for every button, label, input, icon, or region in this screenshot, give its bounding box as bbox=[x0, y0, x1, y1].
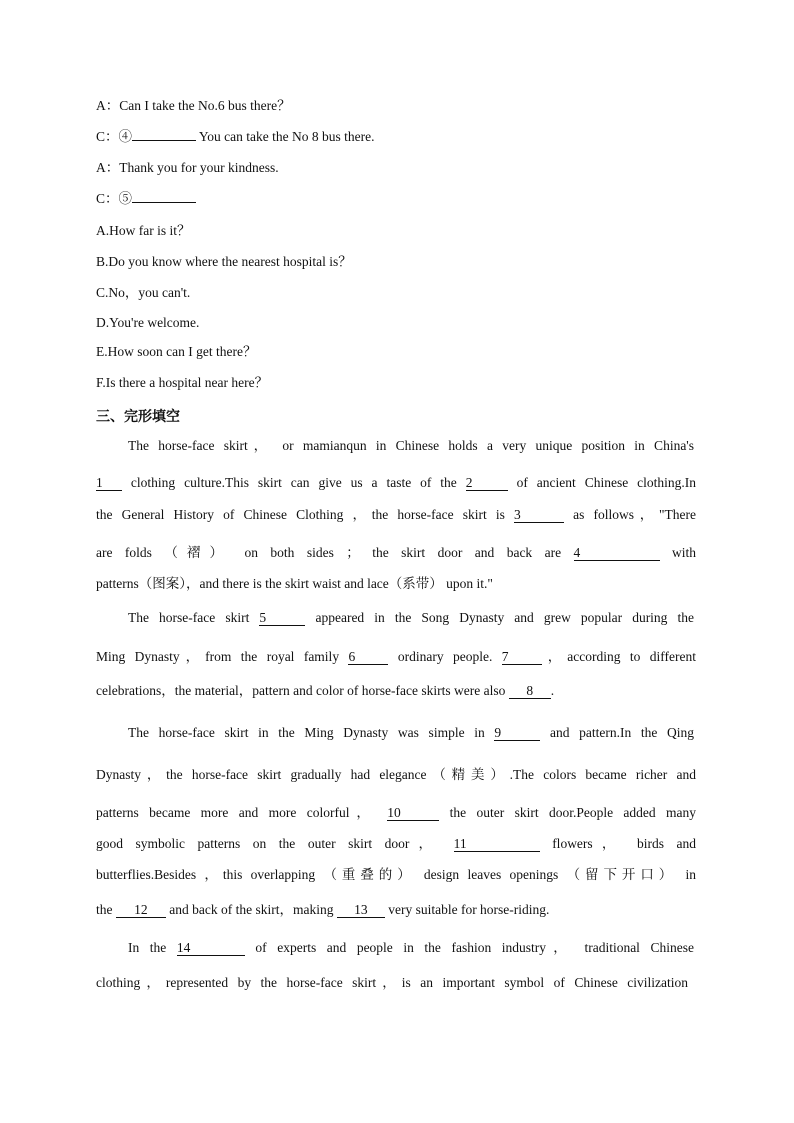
passage-line bbox=[128, 939, 694, 957]
passage-line bbox=[96, 506, 696, 524]
passage-line bbox=[96, 474, 696, 492]
dialogue-line-1 bbox=[96, 97, 696, 115]
text: and pattern.In the Qing bbox=[540, 725, 694, 740]
blank-6: 6 bbox=[348, 649, 388, 665]
text: flowers， birds and bbox=[539, 836, 696, 851]
passage-line bbox=[96, 835, 696, 853]
passage-line bbox=[96, 682, 696, 700]
option-d: D.You're welcome. bbox=[96, 315, 200, 330]
text: In the bbox=[128, 940, 177, 955]
text: patterns became more and more colorful， bbox=[96, 805, 388, 820]
text: ordinary people. bbox=[388, 649, 502, 664]
passage-line bbox=[128, 609, 694, 627]
blank-10: 10 bbox=[387, 805, 439, 821]
section-title: 三、完形填空 bbox=[96, 409, 180, 425]
answer-blank: ⑤ bbox=[118, 191, 133, 206]
blank-4: 4 bbox=[574, 545, 660, 561]
blank-1: 1 bbox=[96, 475, 122, 491]
text: The horse-face skirt in the Ming Dynasty was simple in bbox=[128, 725, 495, 740]
blank-13: 13 bbox=[337, 902, 385, 918]
option-c: C.No，you can't. bbox=[96, 285, 191, 300]
text: and back of the skirt，making bbox=[165, 902, 337, 917]
passage-line bbox=[96, 804, 696, 822]
passage-line: The horse-face skirt， or mamianqun in Chinese holds a very unique position in China's bbox=[128, 438, 694, 453]
text: The horse-face skirt bbox=[128, 610, 260, 625]
text: the bbox=[96, 902, 116, 917]
text: . bbox=[550, 683, 555, 698]
passage-line: clothing，represented by the horse-face skirt，is an important symbol of Chinese civilization bbox=[96, 975, 688, 990]
option-e: E.How soon can I get there？ bbox=[96, 344, 257, 359]
answer-blank: ④ bbox=[118, 129, 133, 144]
text: are folds （褶） on both sides ； the skirt door and back are bbox=[96, 545, 574, 560]
speaker: A： bbox=[96, 98, 120, 113]
option-f: F.Is there a hospital near here？ bbox=[96, 375, 269, 390]
text: the outer skirt door.People added many bbox=[439, 805, 697, 820]
blank-3: 3 bbox=[514, 507, 564, 523]
passage-line bbox=[96, 648, 696, 666]
blank-9: 9 bbox=[494, 725, 540, 741]
text: as follows，"There bbox=[563, 507, 696, 522]
text: the General History of Chinese Clothing ，the horse-face skirt is bbox=[96, 507, 514, 522]
text: very suitable for horse-riding. bbox=[384, 902, 550, 917]
dialogue-line-2 bbox=[96, 128, 696, 146]
dialogue-text: Thank you for your kindness. bbox=[119, 160, 279, 175]
passage-line: patterns（图案），and there is the skirt waist and lace（系带） upon it." bbox=[96, 576, 493, 591]
passage-line: butterflies.Besides ，this overlapping （重叠的） design leaves openings （留下开口） in bbox=[96, 867, 696, 882]
text: of experts and people in the fashion industry， traditional Chinese bbox=[244, 940, 694, 955]
option-a: A.How far is it？ bbox=[96, 223, 191, 238]
text: with bbox=[659, 545, 696, 560]
text: celebrations，the material，pattern and color of horse-face skirts were also bbox=[96, 683, 509, 698]
blank-8: 8 bbox=[509, 683, 551, 699]
speaker: C： bbox=[96, 191, 119, 206]
speaker: A： bbox=[96, 160, 120, 175]
text: clothing culture.This skirt can give us a taste of the bbox=[122, 475, 466, 490]
blank-5: 5 bbox=[259, 610, 305, 626]
passage-line: Dynasty，the horse-face skirt gradually had elegance（精美）.The colors became richer and bbox=[96, 767, 696, 782]
text: good symbolic patterns on the outer skirt door， bbox=[96, 836, 454, 851]
blank-14: 14 bbox=[177, 940, 245, 956]
dialogue-text: You can take the No 8 bus there. bbox=[196, 129, 375, 144]
option-b: B.Do you know where the nearest hospital is？ bbox=[96, 254, 352, 269]
text: ，according to different bbox=[541, 649, 697, 664]
dialogue-line-3 bbox=[96, 159, 696, 177]
text: appeared in the Song Dynasty and grew popular during the bbox=[305, 610, 694, 625]
blank-line bbox=[132, 202, 196, 203]
passage-line bbox=[96, 544, 696, 562]
blank-line bbox=[132, 140, 196, 141]
blank-11: 11 bbox=[454, 836, 540, 852]
blank-2: 2 bbox=[466, 475, 508, 491]
dialogue-line-4 bbox=[96, 190, 696, 208]
blank-12: 12 bbox=[116, 902, 166, 918]
text: Ming Dynasty，from the royal family bbox=[96, 649, 349, 664]
dialogue-text: Can I take the No.6 bus there？ bbox=[119, 98, 291, 113]
speaker: C： bbox=[96, 129, 119, 144]
passage-line bbox=[96, 901, 696, 919]
text: of ancient Chinese clothing.In bbox=[507, 475, 696, 490]
passage-line bbox=[128, 724, 694, 742]
blank-7: 7 bbox=[502, 649, 542, 665]
